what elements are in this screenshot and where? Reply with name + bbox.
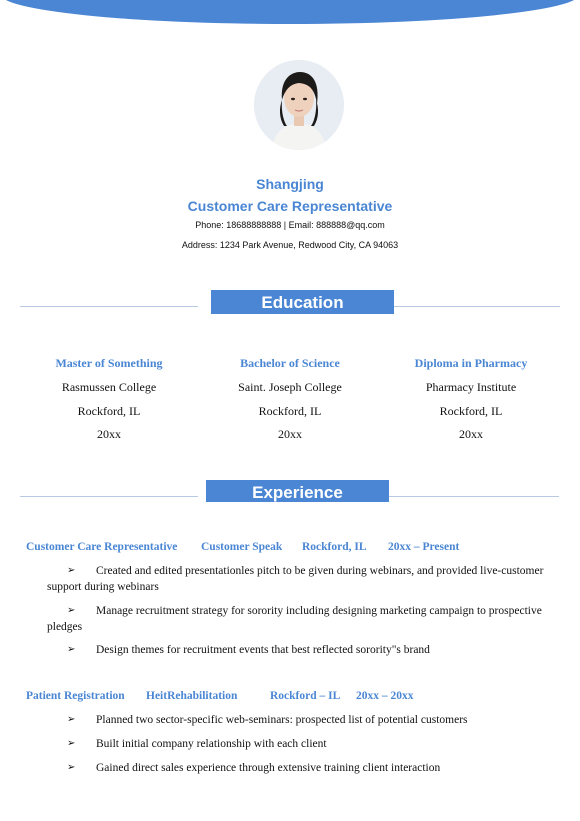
bullet-arrow-icon: ➢ [67,738,76,749]
job-dates: 20xx – 20xx [356,690,414,702]
bullet-text: Created and edited presentationles pitch to be given during webinars, and provided live-customer support during webinars [47,565,544,593]
list-item [47,563,557,595]
section-rule-left [20,306,198,307]
school-location: Rockford, IL [439,403,503,418]
address-line: Address: 1234 Park Avenue, Redwood City, CA 94063 [181,240,399,250]
bullet-arrow-icon: ➢ [67,605,76,616]
list-item [47,603,557,635]
bullet-text: Planned two sector-specific web-seminars: prospected list of potential customers [96,714,468,726]
bullet-arrow-icon: ➢ [67,644,76,655]
candidate-name: Shangjing [256,176,324,192]
education-entry [381,356,561,451]
school-name: Rasmussen College [61,380,157,394]
graduation-year: 20xx [459,427,483,441]
experience-heading: Experience [206,480,389,502]
graduation-year: 20xx [278,427,302,441]
school-name: Saint. Joseph College [238,380,342,394]
profile-photo [254,60,344,150]
list-item [47,712,557,728]
job-company: Customer Speak [201,541,283,553]
job-company: HeitRehabilitation [146,690,238,702]
job-location: Rockford – IL [270,690,341,702]
contact-line: Phone: 18688888888 | Email: 888888@qq.com [195,220,385,230]
bullet-text: Gained direct sales experience through extensive training client interaction [96,762,441,774]
bullet-arrow-icon: ➢ [67,762,76,773]
job-title: Customer Care Representative [26,541,178,553]
bullet-text: Design themes for recruitment events that best reflected sorority"s brand [96,644,430,656]
degree-title: Diploma in Pharmacy [414,356,528,370]
degree-title: Bachelor of Science [240,356,340,370]
section-rule-left [20,496,198,497]
school-location: Rockford, IL [77,403,141,418]
graduation-year: 20xx [97,427,121,441]
section-rule-right [389,496,559,497]
degree-title: Master of Something [55,356,163,370]
top-banner-arc [0,0,580,24]
school-location: Rockford, IL [258,403,322,418]
education-entry [19,356,199,451]
job-location: Rockford, IL [302,541,367,553]
bullet-arrow-icon: ➢ [67,714,76,725]
list-item [47,736,557,752]
list-item [47,760,557,776]
candidate-role: Customer Care Representative [187,198,393,214]
list-item [47,642,557,658]
section-rule-right [394,306,560,307]
education-heading: Education [211,290,394,314]
bullet-arrow-icon: ➢ [67,565,76,576]
education-entry [200,356,380,451]
bullet-text: Built initial company relationship with each client [96,738,327,750]
job-dates: 20xx – Present [388,541,460,553]
school-name: Pharmacy Institute [425,380,517,394]
job-title: Patient Registration [26,690,125,702]
bullet-text: Manage recruitment strategy for sorority including designing marketing campaign to prospective pledges [47,605,542,633]
